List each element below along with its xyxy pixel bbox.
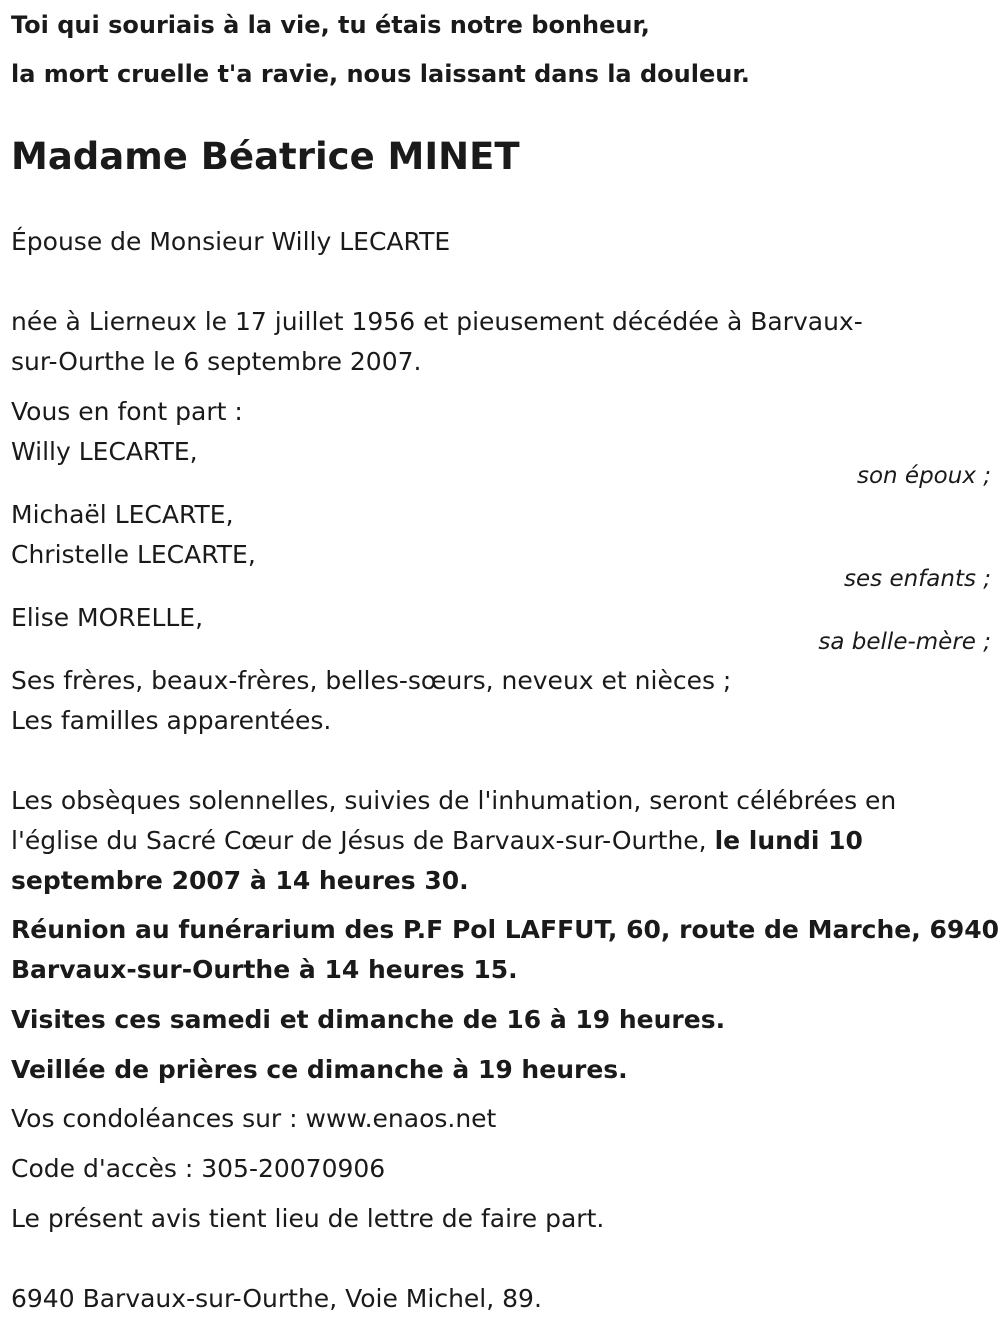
funeral-line-3: septembre 2007 à 14 heures 30. bbox=[11, 866, 469, 895]
vigil-line: Veillée de prières ce dimanche à 19 heures. bbox=[11, 1055, 628, 1084]
notice-line: Le présent avis tient lieu de lettre de faire part. bbox=[11, 1204, 605, 1233]
spouse-role: son époux ; bbox=[856, 463, 991, 489]
access-code-line: Code d'accès : 305-20070906 bbox=[11, 1154, 386, 1183]
condolences-line: Vos condoléances sur : www.enaos.net bbox=[11, 1104, 497, 1133]
epigraph-line-2: la mort cruelle t'a ravie, nous laissant dans la douleur. bbox=[11, 60, 750, 88]
mother-in-law-name: Elise MORELLE, bbox=[11, 603, 204, 632]
children-role: ses enfants ; bbox=[844, 566, 991, 592]
meeting-line-2: Barvaux-sur-Ourthe à 14 heures 15. bbox=[11, 955, 518, 984]
visits-line: Visites ces samedi et dimanche de 16 à 19 heures. bbox=[11, 1005, 726, 1034]
birth-death-line-1: née à Lierneux le 17 juillet 1956 et pieusement décédée à Barvaux- bbox=[11, 307, 863, 336]
funeral-line-2-text: l'église du Sacré Cœur de Jésus de Barvaux-sur-Ourthe, bbox=[11, 826, 715, 855]
spouse-name: Willy LECARTE, bbox=[11, 437, 198, 466]
meeting-line-1: Réunion au funérarium des P.F Pol LAFFUT, 60, route de Marche, 6940 bbox=[11, 915, 1000, 944]
funeral-line-2 bbox=[11, 826, 863, 856]
relatives-line: Les familles apparentées. bbox=[11, 706, 332, 735]
siblings-line: Ses frères, beaux-frères, belles-sœurs, neveux et nièces ; bbox=[11, 666, 732, 695]
family-intro: Vous en font part : bbox=[11, 397, 243, 426]
epigraph-line-1: Toi qui souriais à la vie, tu étais notre bonheur, bbox=[11, 11, 650, 39]
child-name-1: Michaël LECARTE, bbox=[11, 500, 234, 529]
funeral-date-bold: le lundi 10 bbox=[714, 826, 863, 855]
address-line: 6940 Barvaux-sur-Ourthe, Voie Michel, 89. bbox=[11, 1284, 542, 1313]
child-name-2: Christelle LECARTE, bbox=[11, 540, 256, 569]
mother-in-law-role: sa belle-mère ; bbox=[818, 629, 991, 655]
spouse-line: Épouse de Monsieur Willy LECARTE bbox=[11, 227, 451, 256]
funeral-line-1: Les obsèques solennelles, suivies de l'inhumation, seront célébrées en bbox=[11, 786, 897, 815]
birth-death-line-2: sur-Ourthe le 6 septembre 2007. bbox=[11, 347, 422, 376]
deceased-name: Madame Béatrice MINET bbox=[11, 135, 520, 178]
